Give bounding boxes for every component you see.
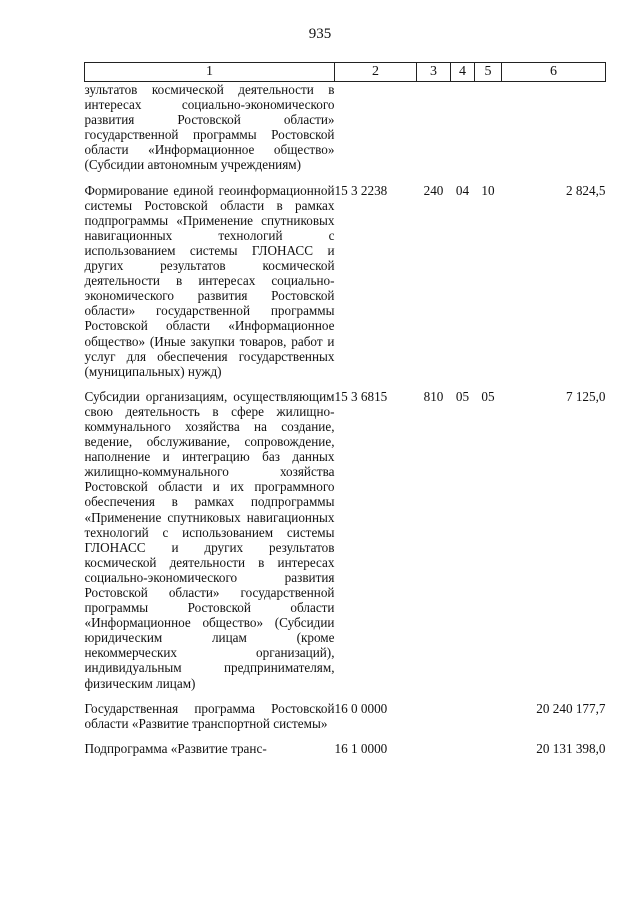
column-header: 6 bbox=[502, 63, 606, 82]
column-header: 4 bbox=[451, 63, 475, 82]
row-vr bbox=[417, 82, 451, 173]
row-code: 16 1 0000 bbox=[334, 740, 388, 756]
row-pr bbox=[475, 82, 502, 173]
row-rz: 04 bbox=[455, 182, 470, 198]
row-code bbox=[335, 82, 417, 173]
row-rz bbox=[451, 82, 475, 173]
page-number: 935 bbox=[308, 26, 332, 42]
row-pr bbox=[475, 701, 502, 731]
row-description: Подпрограмма «Развитие транс- bbox=[84, 740, 267, 756]
row-code: 15 3 6815 bbox=[334, 388, 388, 404]
table-row bbox=[85, 82, 606, 173]
column-header: 3 bbox=[417, 63, 451, 82]
row-vr bbox=[417, 741, 451, 756]
row-description: Субсидии организациям, осуществляющим свою деятельность в сфере жилищно-коммунального хозяйства на создание, ведение, обслуживание, сопровождение, наполнение и интеграцию баз данных жилищно-коммунального хозяйства Ростовской области и их программного обеспечения в рамках подпрограммы «Применение спутниковых навигационных технологий с использованием системы ГЛОНАСС и других результатов космической деятельности в интересах социально-экономического развития Ростовской области» государственной программы Ростовской области «Информационное общество» (Субсидии юридическим лицам (кроме некоммерческих организаций), индивидуальным предпринимателям, физическим лицам) bbox=[84, 388, 335, 691]
column-header-row bbox=[85, 63, 606, 82]
row-vr: 240 bbox=[423, 182, 444, 198]
row-description: зультатов космической деятельности в интересах социально-экономического развития Ростовской области» государственной программы Ростовской области «Информационное общество» (Субсидии автономным учреждениям) bbox=[84, 82, 335, 173]
row-description: Формирование единой геоинформационной системы Ростовской области в рамках подпрограммы «Применение спутниковых навигационных технологий с использованием системы ГЛОНАСС и других результатов космической деятельности в интересах социально-экономического развития Ростовской области» государственной программы Ростовской области «Информационное общество» (Иные закупки товаров, работ и услуг для обеспечения государственных (муниципальных) нужд) bbox=[84, 182, 335, 379]
row-pr: 10 bbox=[481, 182, 495, 198]
column-header: 1 bbox=[85, 63, 335, 82]
column-header: 5 bbox=[475, 63, 502, 82]
row-rz bbox=[451, 701, 475, 731]
row-code: 15 3 2238 bbox=[334, 182, 388, 198]
column-header: 2 bbox=[335, 63, 417, 82]
row-vr bbox=[417, 701, 451, 731]
table-row bbox=[85, 183, 606, 379]
row-rz: 05 bbox=[455, 388, 470, 404]
row-pr: 05 bbox=[481, 388, 495, 404]
table-row bbox=[85, 389, 606, 691]
table-row bbox=[85, 741, 606, 756]
row-vr: 810 bbox=[423, 388, 444, 404]
row-pr bbox=[475, 741, 502, 756]
row-amount: 7 125,0 bbox=[565, 388, 606, 404]
row-amount bbox=[502, 82, 606, 173]
row-description: Государственная программа Ростовской области «Развитие транспортной системы» bbox=[84, 700, 335, 731]
row-amount: 20 240 177,7 bbox=[536, 700, 606, 716]
row-amount: 20 131 398,0 bbox=[536, 740, 606, 756]
row-amount: 2 824,5 bbox=[565, 182, 606, 198]
table-row bbox=[85, 701, 606, 731]
row-code: 16 0 0000 bbox=[334, 700, 388, 716]
budget-table bbox=[84, 62, 606, 756]
row-rz bbox=[451, 741, 475, 756]
